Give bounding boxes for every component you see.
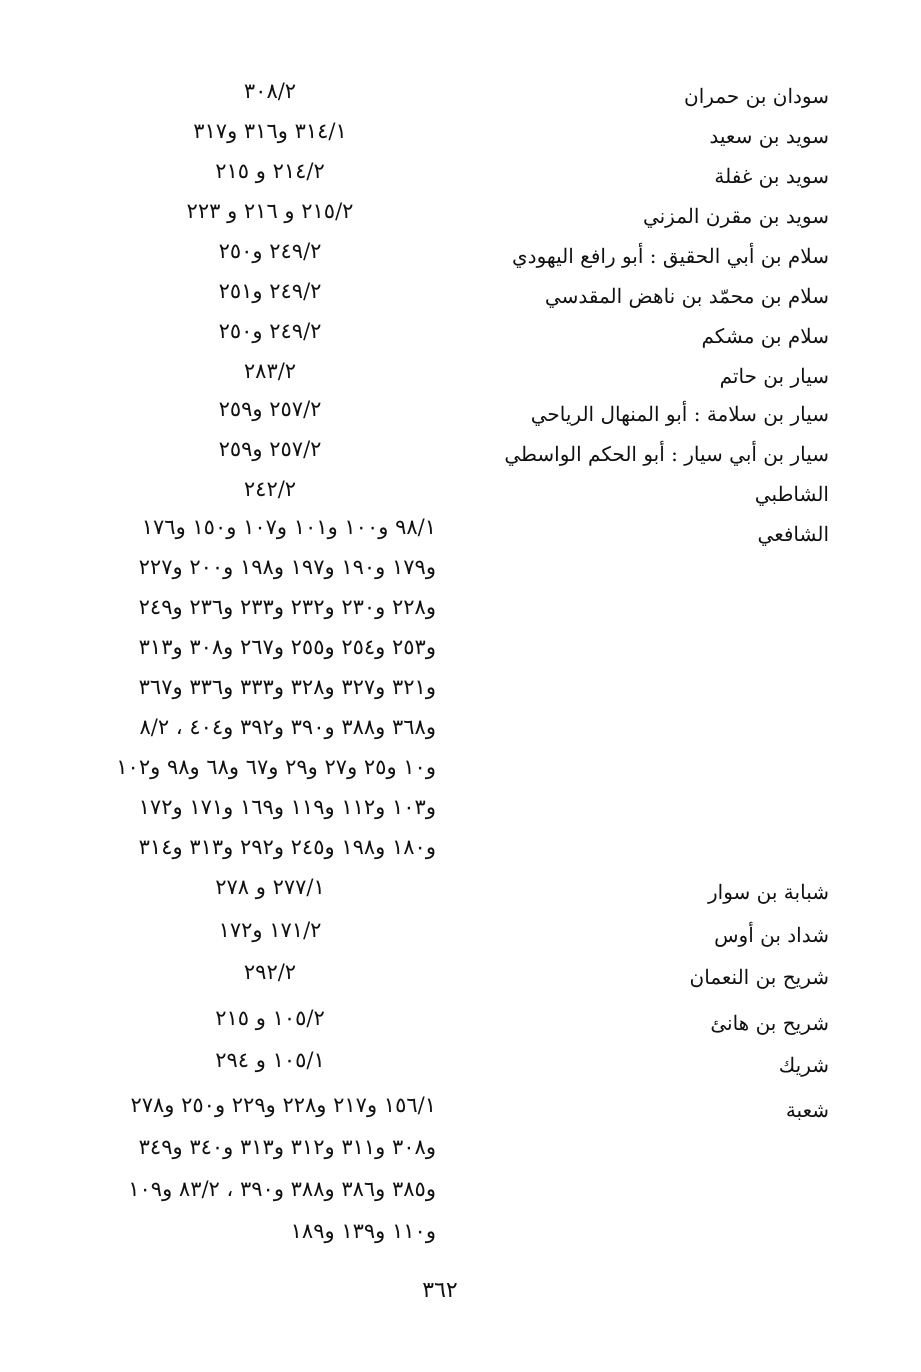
index-entry-ref: ١٠٥/١ و ٢٩٤ [215,1048,325,1072]
index-entry-ref: ٢٧٧/١ و ٢٧٨ [215,875,325,899]
index-ref-line: و٣٠٨ و٣١١ و٣١٢ و٣١٣ و٣٤٠ و٣٤٩ [138,1135,436,1159]
index-entry-name: سويد بن غفلة [714,164,829,188]
index-entry-name: شريح بن هانئ [710,1011,829,1035]
index-entry-name: سيار بن سلامة : أبو المنهال الرياحي [530,402,829,426]
index-ref-line: و١١٠ و١٣٩ و١٨٩ [290,1219,436,1243]
index-entry-ref: ٢١٥/٢ و ٢١٦ و ٢٢٣ [186,199,354,223]
index-ref-line: و١٨٠ و١٩٨ و٢٤٥ و٢٩٢ و٣١٣ و٣١٤ [138,835,436,859]
index-entry-name: سيار بن أبي سيار : أبو الحكم الواسطي [504,442,829,466]
index-entry-name: الشافعي [757,522,829,546]
index-entry-name: سويد بن سعيد [709,124,829,148]
index-ref-line: و٣٨٥ و٣٨٦ و٣٨٨ و٣٩٠ ، ٨٣/٢ و١٠٩ [128,1177,436,1201]
index-entry-name: شريح بن النعمان [689,965,829,989]
index-ref-line: و٣٢١ و٣٢٧ و٣٢٨ و٣٣٣ و٣٣٦ و٣٦٧ [138,675,436,699]
index-entry-name: سويد بن مقرن المزني [642,204,829,228]
index-entry-ref: ٢٤٢/٢ [243,477,297,501]
index-ref-line: و٢٥٣ و٢٥٤ و٢٥٥ و٢٦٧ و٣٠٨ و٣١٣ [138,635,436,659]
index-entry-ref: ٢٥٧/٢ و٢٥٩ [218,397,322,421]
index-entry-name: سودان بن حمران [684,84,829,108]
index-entry-ref: ٣١٤/١ و٣١٦ و٣١٧ [193,119,347,143]
index-ref-line: و٢٢٨ و٢٣٠ و٢٣٢ و٢٣٣ و٢٣٦ و٢٤٩ [138,595,436,619]
index-ref-line: و٣٦٨ و٣٨٨ و٣٩٠ و٣٩٢ و٤٠٤ ، ٨/٢ [139,715,436,739]
index-ref-line: ٩٨/١ و١٠٠ و١٠١ و١٠٧ و١٥٠ و١٧٦ [141,515,436,539]
index-ref-line: ١٥٦/١ و٢١٧ و٢٢٨ و٢٢٩ و٢٥٠ و٢٧٨ [130,1093,436,1117]
index-entry-ref: ١٧١/٢ و١٧٢ [218,918,322,942]
index-entry-name: سلام بن أبي الحقيق : أبو رافع اليهودي [512,244,829,268]
index-entry-name: سلام بن مشكم [701,324,829,348]
index-entry-ref: ٢٥٧/٢ و٢٥٩ [218,437,322,461]
index-entry-ref: ٢٤٩/٢ و٢٥٠ [218,319,322,343]
index-entry-name: سيار بن حاتم [719,364,829,388]
index-entry-name: الشاطبي [754,482,829,506]
index-entry-name: شعبة [785,1098,829,1122]
index-entry-name: شبابة بن سوار [708,880,829,904]
index-entry-name: شداد بن أوس [714,923,829,947]
index-entry-ref: ١٠٥/٢ و ٢١٥ [215,1006,325,1030]
index-ref-line: و١٠٣ و١١٢ و١١٩ و١٦٩ و١٧١ و١٧٢ [138,795,436,819]
index-ref-line: و١٠ و٢٥ و٢٧ و٢٩ و٦٧ و٦٨ و٩٨ و١٠٢ [116,755,436,779]
index-entry-name: شريك [778,1053,829,1077]
index-entry-ref: ٢٤٩/٢ و٢٥١ [218,279,322,303]
index-entry-ref: ٢٨٣/٢ [243,359,297,383]
index-entry-ref: ٢٤٩/٢ و٢٥٠ [218,239,322,263]
page-number: ٣٦٢ [422,1278,458,1303]
index-entry-ref: ٢٩٢/٢ [243,960,297,984]
index-ref-line: و١٧٩ و١٩٠ و١٩٧ و١٩٨ و٢٠٠ و٢٢٧ [138,555,436,579]
index-entry-ref: ٢١٤/٢ و ٢١٥ [215,159,325,183]
index-entry-ref: ٣٠٨/٢ [243,79,297,103]
index-entry-name: سلام بن محمّد بن ناهض المقدسي [544,284,829,308]
